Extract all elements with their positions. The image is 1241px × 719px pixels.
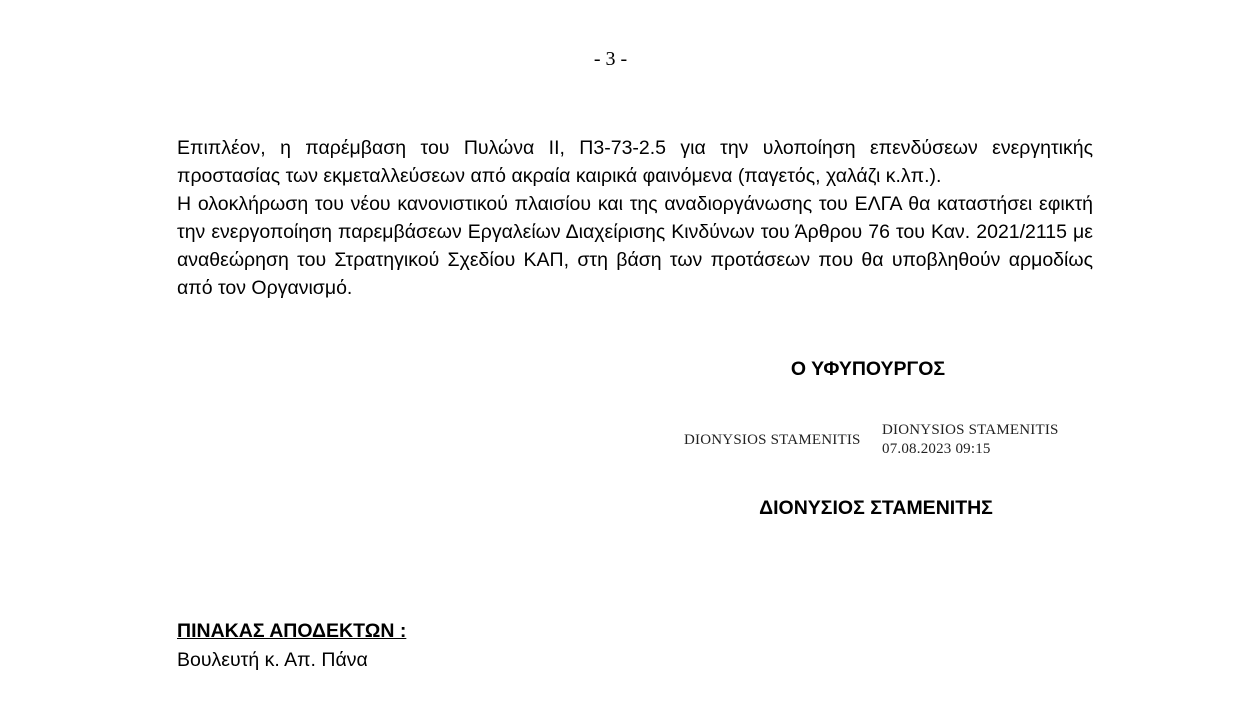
recipients-heading: ΠΙΝΑΚΑΣ ΑΠΟΔΕΚΤΩΝ : [177, 620, 407, 642]
signer-title: Ο ΥΦΥΠΟΥΡΓΟΣ [790, 358, 946, 380]
paragraph-2: Η ολοκλήρωση του νέου κανονιστικού πλαισίου και της αναδιοργάνωσης του ΕΛΓΑ θα καταστήσει εφικτή την ενεργοποίηση παρεμβάσεων Εργαλείων Διαχείρισης Κινδύνων του Άρθρου 76 του Καν. 2021/2115 με αναθεώρηση του Στρατηγικού Σχεδίου ΚΑΠ, στη βάση των προτάσεων που θα υποβληθούν αρμοδίως από τον Οργανισμό. [177, 193, 1093, 299]
signer-name: ΔΙΟΝΥΣΙΟΣ ΣΤΑΜΕΝΙΤΗΣ [759, 497, 993, 519]
page-number: - 3 - [593, 48, 628, 70]
digital-signature-name-right: DIONYSIOS STAMENITIS [882, 422, 1059, 438]
digital-signature [684, 420, 1084, 466]
digital-signature-name-left: DIONYSIOS STAMENITIS [684, 432, 861, 448]
recipient-item: Βουλευτή κ. Απ. Πάνα [177, 649, 368, 671]
document-body [177, 134, 1093, 302]
paragraph-1: Επιπλέον, η παρέμβαση του Πυλώνα ΙΙ, Π3-73-2.5 για την υλοποίηση επενδύσεων ενεργητικής προστασίας των εκμεταλλεύσεων από ακραία καιρικά φαινόμενα (παγετός, χαλάζι κ.λπ.). [177, 137, 1093, 187]
digital-signature-date: 07.08.2023 09:15 [882, 441, 991, 457]
